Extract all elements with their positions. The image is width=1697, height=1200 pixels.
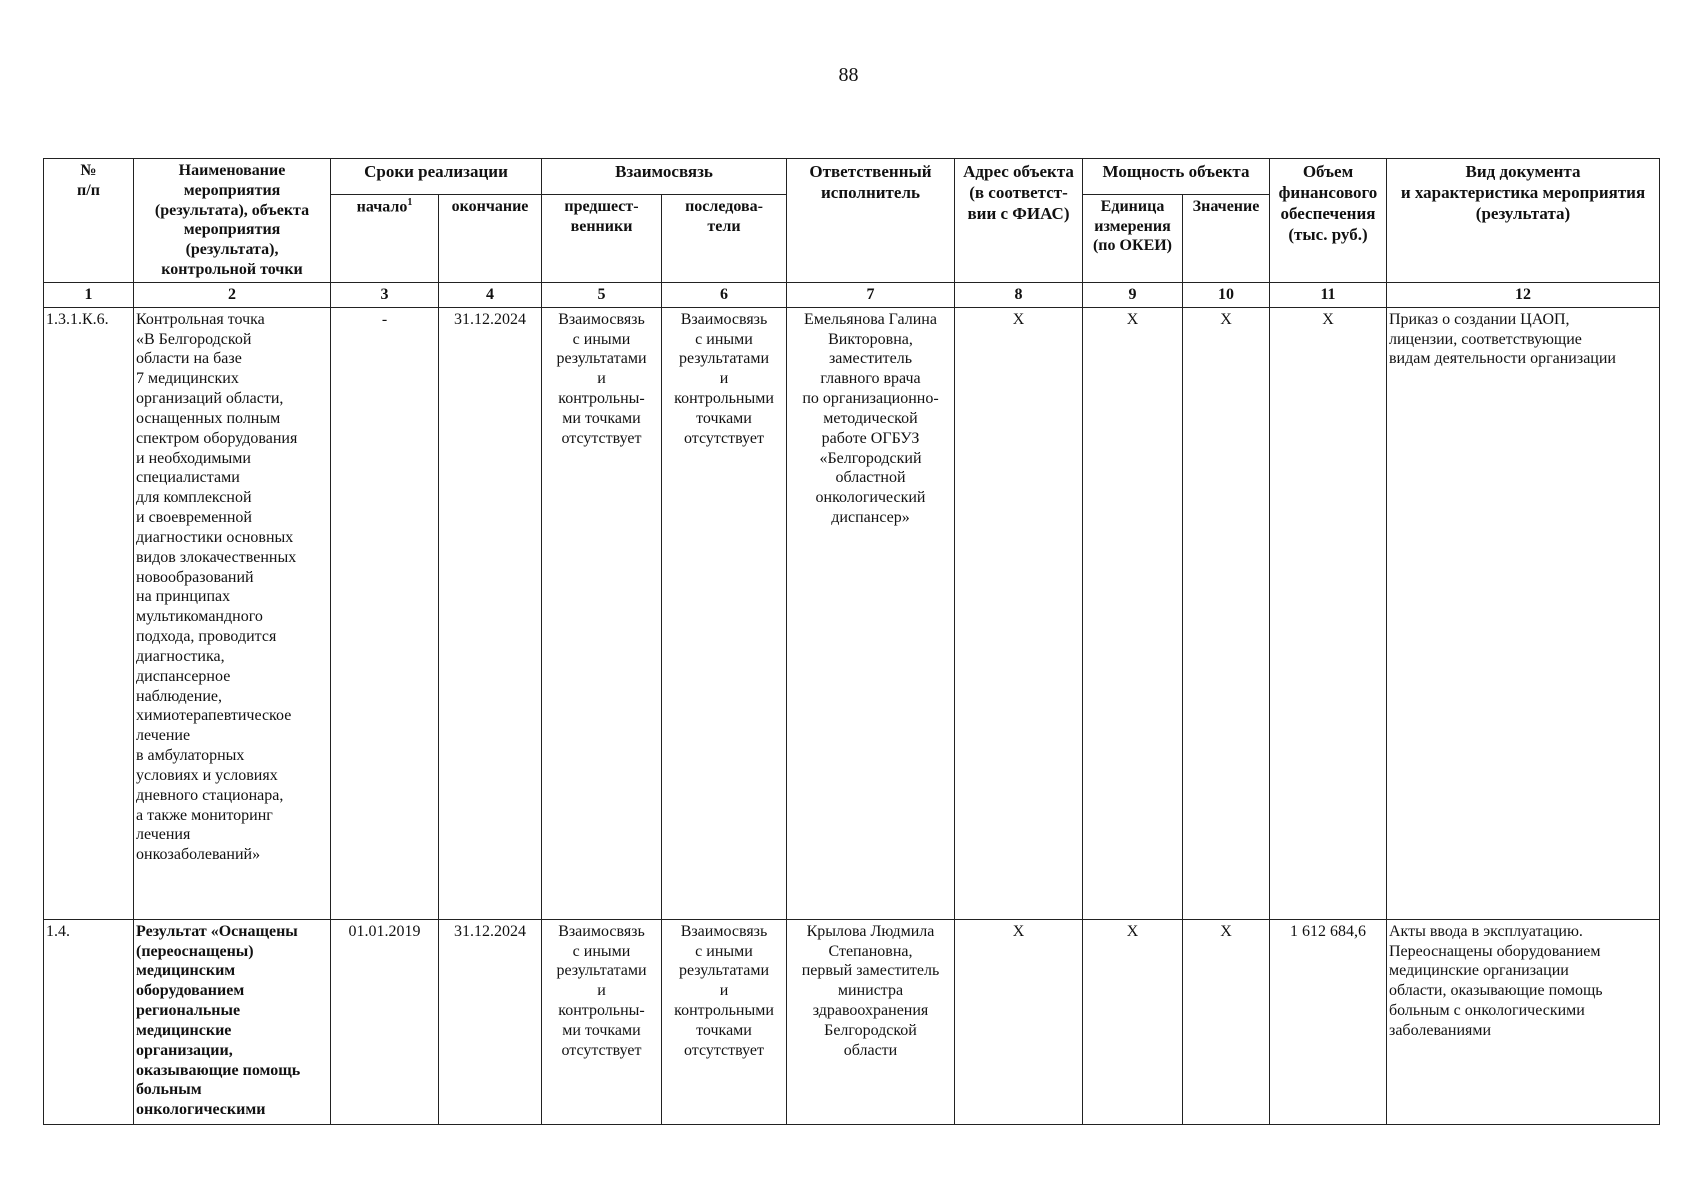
row-value: X <box>1183 919 1270 1124</box>
column-number: 3 <box>331 282 439 307</box>
row-name: Результат «Оснащены (переоснащены) медицинским оборудованием региональные медицинские организации, оказывающие помощь больным онкологическими <box>134 919 331 1124</box>
row-unit: X <box>1083 307 1183 919</box>
table-row <box>44 307 1660 919</box>
header-unit: Единица измерения (по ОКЕИ) <box>1083 194 1183 282</box>
header-value: Значение <box>1183 194 1270 282</box>
table-header <box>44 159 1660 308</box>
row-finance: X <box>1270 307 1387 919</box>
row-predecessors: Взаимосвязь с иными результатами и контрольны- ми точками отсутствует <box>542 307 662 919</box>
column-number: 10 <box>1183 282 1270 307</box>
column-number: 1 <box>44 282 134 307</box>
row-responsible: Крылова Людмила Степановна, первый заместитель министра здравоохранения Белгородской области <box>787 919 955 1124</box>
header-finance: Объем финансового обеспечения (тыс. руб.) <box>1270 159 1387 283</box>
column-number: 11 <box>1270 282 1387 307</box>
row-end: 31.12.2024 <box>439 307 542 919</box>
header-doc: Вид документа и характеристика мероприятия (результата) <box>1387 159 1660 283</box>
header-num: № п/п <box>44 159 134 283</box>
header-predecessors: предшест- венники <box>542 194 662 282</box>
column-number: 2 <box>134 282 331 307</box>
row-value: X <box>1183 307 1270 919</box>
header-name: Наименование мероприятия (результата), объекта мероприятия (результата), контрольной точки <box>134 159 331 283</box>
row-unit: X <box>1083 919 1183 1124</box>
header-responsible: Ответственный исполнитель <box>787 159 955 283</box>
header-followers: последова- тели <box>662 194 787 282</box>
header-address: Адрес объекта (в соответст- вии с ФИАС) <box>955 159 1083 283</box>
row-followers: Взаимосвязь с иными результатами и контрольными точками отсутствует <box>662 307 787 919</box>
column-number: 4 <box>439 282 542 307</box>
row-doc: Акты ввода в эксплуатацию. Переоснащены оборудованием медицинские организации области, оказывающие помощь больным с онкологическими заболеваниями <box>1387 919 1660 1124</box>
row-doc: Приказ о создании ЦАОП, лицензии, соответствующие видам деятельности организации <box>1387 307 1660 919</box>
column-number: 8 <box>955 282 1083 307</box>
column-number: 5 <box>542 282 662 307</box>
header-terms: Сроки реализации <box>331 159 542 195</box>
row-num: 1.3.1.К.6. <box>44 307 134 919</box>
row-followers: Взаимосвязь с иными результатами и контрольными точками отсутствует <box>662 919 787 1124</box>
column-number: 9 <box>1083 282 1183 307</box>
row-finance: 1 612 684,6 <box>1270 919 1387 1124</box>
header-start: начало$^1$ <box>331 194 439 282</box>
row-predecessors: Взаимосвязь с иными результатами и контрольны- ми точками отсутствует <box>542 919 662 1124</box>
row-end: 31.12.2024 <box>439 919 542 1124</box>
row-address: X <box>955 919 1083 1124</box>
row-address: X <box>955 307 1083 919</box>
plan-table <box>43 158 1660 1125</box>
column-number: 6 <box>662 282 787 307</box>
row-responsible: Емельянова Галина Викторовна, заместитель главного врача по организационно- методической работе ОГБУЗ «Белгородский областной онкологический диспансер» <box>787 307 955 919</box>
row-start: - <box>331 307 439 919</box>
column-number: 7 <box>787 282 955 307</box>
header-capacity: Мощность объекта <box>1083 159 1270 195</box>
row-start: 01.01.2019 <box>331 919 439 1124</box>
table-row <box>44 919 1660 1124</box>
header-end: окончание <box>439 194 542 282</box>
header-relation: Взаимосвязь <box>542 159 787 195</box>
page-number: 88 <box>838 64 859 86</box>
row-num: 1.4. <box>44 919 134 1124</box>
column-numbers-row <box>44 282 1660 307</box>
column-number: 12 <box>1387 282 1660 307</box>
row-name: Контрольная точка «В Белгородской области на базе 7 медицинских организаций области, оснащенных полным спектром оборудования и необходимыми специалистами для комплексной и своевременной диагностики основных видов злокачественных новообразований на принципах мультикомандного подхода, проводится диагностика, диспансерное наблюдение, химиотерапевтическое лечение в амбулаторных условиях и условиях дневного стационара, а также мониторинг лечения онкозаболеваний» <box>134 307 331 919</box>
